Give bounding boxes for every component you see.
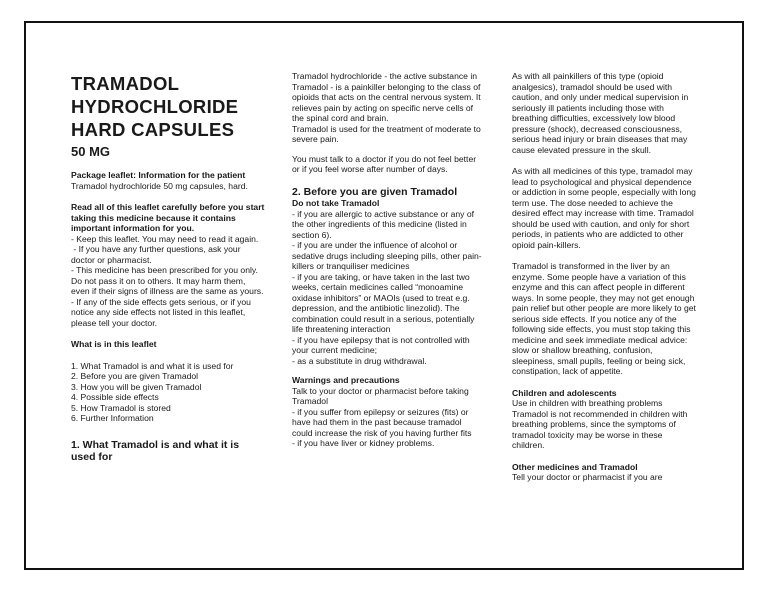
warnings-text: Talk to your doctor or pharmacist before taking Tramadol — [292, 385, 469, 406]
dependence-paragraph: As with all medicines of this type, tramadol may lead to psychological and physical dependence or addiction in some people, especially with long term use. The dose needed to achieve the desired effect may increase with time. Tramadol should be used with caution, and only for short periods, in patients who are addicted to other opioid pain-killers. — [512, 166, 696, 250]
bullet-item: - If you have any further questions, ask your doctor or pharmacist. — [71, 244, 243, 265]
toc-item: 5. How Tramadol is stored — [71, 402, 171, 413]
package-leaflet-text: Tramadol hydrochloride 50 mg capsules, hard. — [71, 180, 248, 191]
do-not-take-heading: Do not take Tramadol — [292, 198, 380, 208]
children-text: Use in children with breathing problems Tramadol is not recommended in children with breathing problems, since the symptoms of tramadol toxicity may be worse in these children. — [512, 398, 688, 450]
opioid-caution-paragraph: As with all painkillers of this type (opioid analgesics), tramadol should be used with caution, and only under medical supervision in seriously ill patients including those with breathing difficulties, excessively low blood pressure (shock), decreased consciousness, serious head injury or brain diseases that may cause elevated pressure in the skull. — [512, 71, 689, 155]
leaflet-page — [24, 21, 744, 570]
do-not-take-item: - if you are taking, or have taken in the last two weeks, certain medicines called “monoamine oxidase inhibitors” or MAOIs (used to treat e.g. depression, and the antibiotic linezolid). The combination could result in a serious, potentially life threatening interaction — [292, 271, 475, 334]
column-2 — [292, 71, 484, 449]
other-medicines-text: Tell your doctor or pharmacist if you are — [512, 472, 663, 482]
product-title — [71, 72, 266, 141]
title-line: TRAMADOL — [71, 73, 180, 94]
intro-paragraph-2: Tramadol is used for the treatment of moderate to severe pain. — [292, 123, 481, 144]
talk-to-doctor-text: You must talk to a doctor if you do not feel better or if you feel worse after number of days. — [292, 153, 477, 174]
toc-item: 6. Further Information — [71, 413, 154, 423]
read-leaflet-heading: Read all of this leaflet carefully before you start taking this medicine because it contains important information for you. — [71, 202, 265, 233]
bullet-item: - If any of the side effects gets serious, or if you notice any side effects not listed in this leaflet, please tell your doctor. — [71, 296, 251, 328]
toc-heading: What is in this leaflet — [71, 339, 157, 349]
do-not-take-item: - if you are allergic to active substance or any of the other ingredients of this medicine (listed in section 6). — [292, 208, 474, 240]
column-1 — [71, 72, 266, 464]
toc-item: 4. Possible side effects — [71, 392, 159, 402]
toc-item: 2. Before you are given Tramadol — [71, 371, 199, 381]
liver-enzyme-paragraph: Tramadol is transformed in the liver by an enzyme. Some people have a variation of this enzyme and this can affect people in different ways. In some people, they may not get enough pain relief but other people are more likely to get serious side effects. If you notice any of the following side effects, you must stop taking this medicine and seek immediate medical advice: slow or shallow breathing, confusion, sleepiness, small pupils, feeling or being sick, constipation, lack of appetite. — [512, 261, 696, 376]
title-line: HARD CAPSULES — [71, 119, 235, 140]
intro-paragraph: Tramadol hydrochloride - the active substance in Tramadol - is a painkiller belonging to the class of opioids that acts on the central nervous system. It relieves pain by acting on specific nerve cells of the spinal cord and brain. — [292, 71, 481, 123]
other-medicines-heading: Other medicines and Tramadol — [512, 461, 638, 472]
bullet-item: - Keep this leaflet. You may need to read it again. — [71, 233, 259, 244]
section-2-heading: 2. Before you are given Tramadol — [292, 185, 458, 198]
do-not-take-item: - if you have epilepsy that is not controlled with your current medicine; — [292, 334, 470, 355]
section-1-heading: 1. What Tramadol is and what it is used for — [71, 438, 240, 463]
column-3 — [512, 71, 697, 483]
toc-item: 1. What Tramadol is and what it is used for — [71, 360, 234, 371]
do-not-take-item: - if you are under the influence of alcohol or sedative drugs including sleeping pills, other pain-killers or tranquiliser medicines — [292, 240, 482, 271]
warnings-item: - if you have liver or kidney problems. — [292, 438, 435, 448]
product-strength: 50 MG — [71, 144, 111, 159]
warnings-item: - if you suffer from epilepsy or seizures (fits) or have had them in the past because tramadol could increase the risk of you having further fits — [292, 406, 472, 438]
toc-item: 3. How you will be given Tramadol — [71, 381, 202, 392]
title-line: HYDROCHLORIDE — [71, 96, 239, 117]
bullet-item: - This medicine has been prescribed for you only. Do not pass it on to others. It may harm them, even if their signs of illness are the same as yours. — [71, 265, 264, 296]
children-heading: Children and adolescents — [512, 387, 617, 398]
package-leaflet-heading: Package leaflet: Information for the patient — [71, 170, 246, 180]
do-not-take-item: - as a substitute in drug withdrawal. — [292, 355, 427, 366]
warnings-heading: Warnings and precautions — [292, 375, 400, 385]
